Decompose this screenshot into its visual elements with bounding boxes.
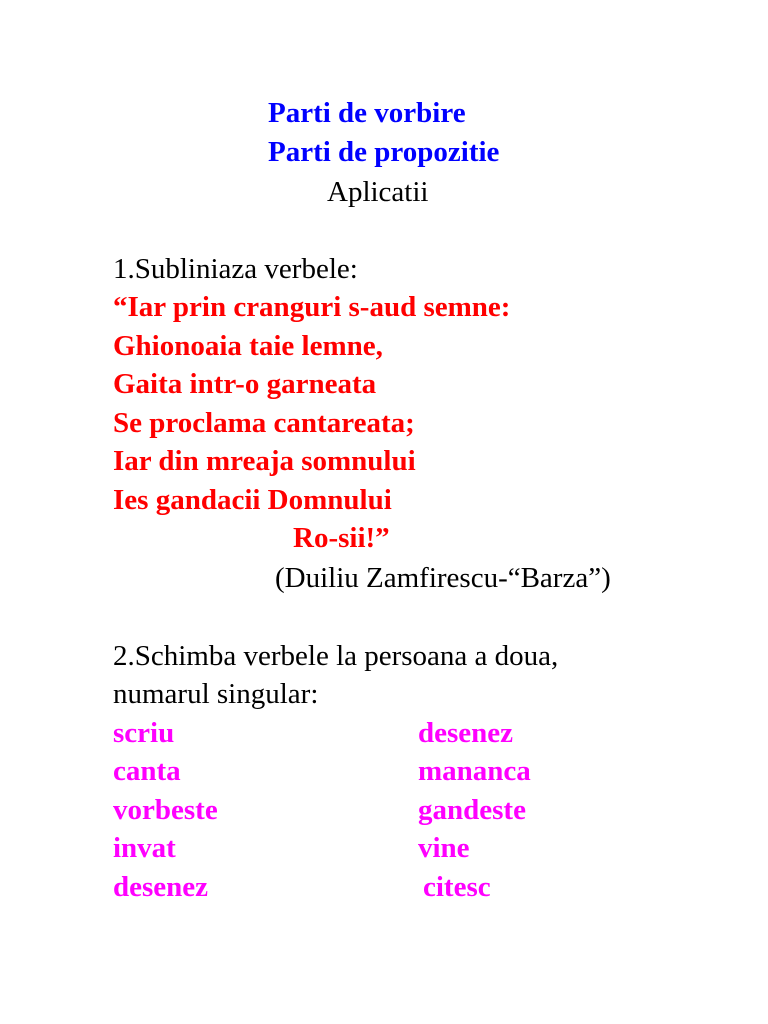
poem-line: Se proclama cantareata;: [113, 407, 415, 439]
poem-attribution: (Duiliu Zamfirescu-“Barza”): [275, 562, 611, 594]
page-title: Parti de vorbire: [268, 97, 466, 129]
poem-line: Ies gandacii Domnului: [113, 484, 392, 516]
verb-right: gandeste: [418, 794, 526, 826]
verb-left: scriu: [113, 717, 175, 749]
verb-left: desenez: [113, 871, 209, 903]
verb-left: vorbeste: [113, 794, 218, 826]
verb-right: vine: [418, 832, 470, 864]
verb-right: citesc: [423, 871, 491, 903]
section-label: Aplicatii: [327, 176, 429, 208]
verb-right: mananca: [418, 755, 531, 787]
verb-left: canta: [113, 755, 181, 787]
poem-line: Iar din mreaja somnului: [113, 445, 416, 477]
poem-line: Gaita intr-o garneata: [113, 368, 377, 400]
poem-line: Ro-sii!”: [293, 522, 390, 554]
exercise-2-instruction-cont: numarul singular:: [113, 678, 319, 710]
poem-line: Ghionoaia taie lemne,: [113, 330, 383, 362]
verb-left: invat: [113, 832, 176, 864]
verb-right: desenez: [418, 717, 514, 749]
exercise-2-instruction: 2.Schimba verbele la persoana a doua,: [113, 640, 559, 672]
page-subtitle: Parti de propozitie: [268, 136, 500, 168]
poem-line: “Iar prin cranguri s-aud semne:: [113, 291, 511, 323]
exercise-1-instruction: 1.Subliniaza verbele:: [113, 253, 358, 285]
